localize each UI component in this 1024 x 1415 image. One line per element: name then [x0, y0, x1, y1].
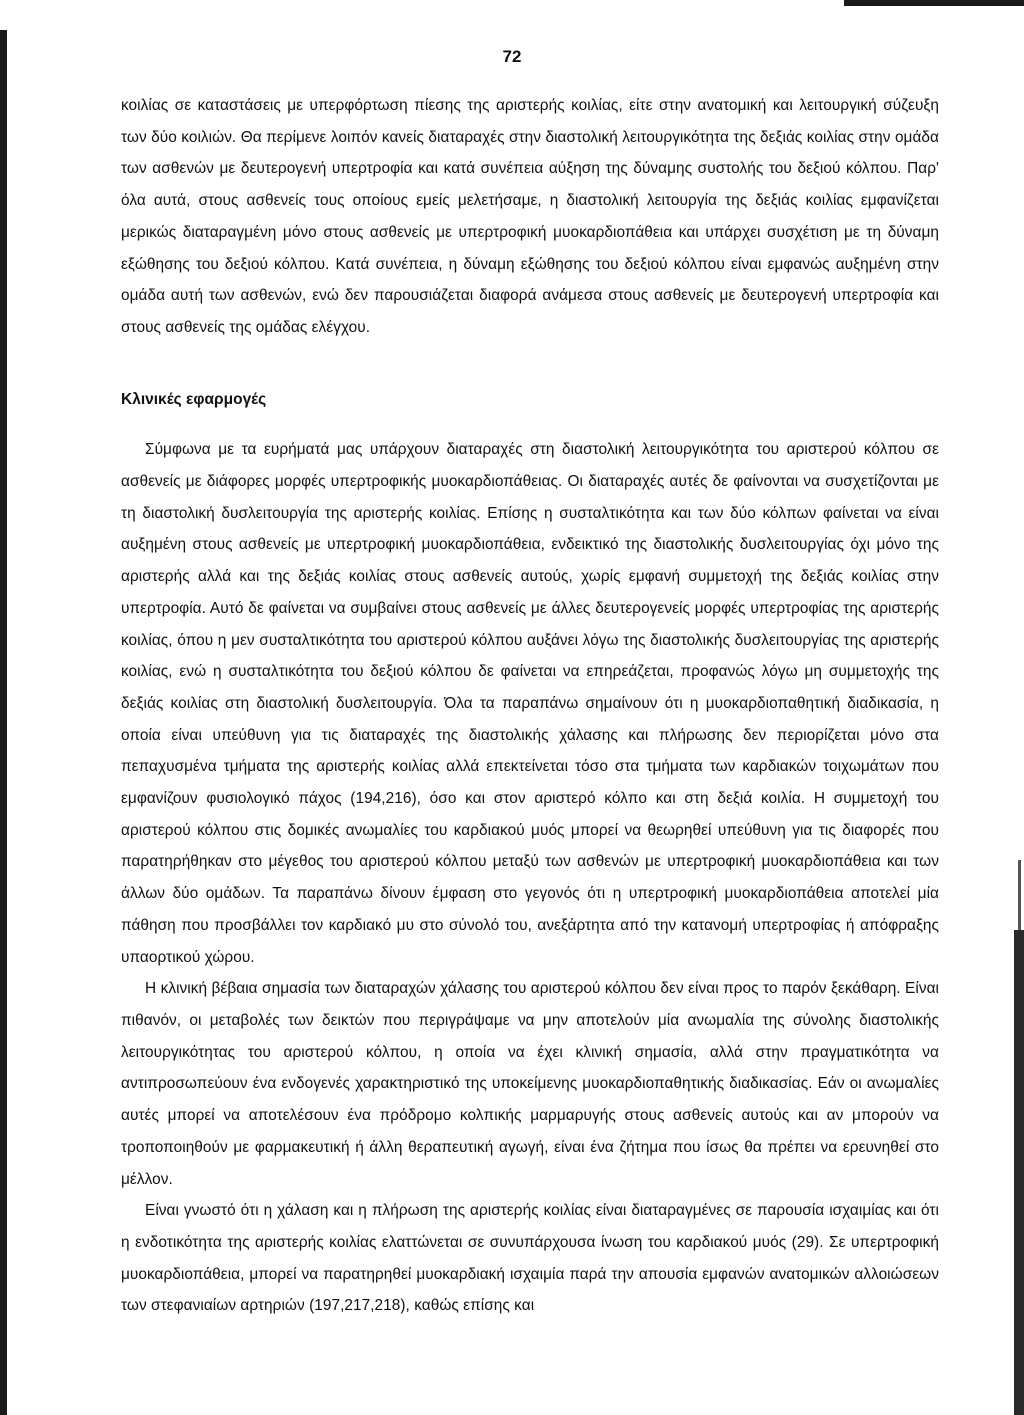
paragraph-2: Σύμφωνα με τα ευρήματά μας υπάρχουν διαταραχές στη διαστολική λειτουργικότητα του αριστερού κόλπου σε ασθενείς με διάφορες μορφές υπερτροφικής μυοκαρδιοπάθειας. Οι διαταραχές αυτές δε φαίνονται να συσχετίζονται με τη διαστολική δυσλειτουργία της αριστερής κοιλίας. Επίσης η συσταλτικότητα και των δύο κόλπων φαίνεται να είναι αυξημένη στους ασθενείς με υπερτροφική μυοκαρδιοπάθεια, ενδεικτικό της διαστολικής δυσλειτουργίας όχι μόνο της αριστερής αλλά και της δεξιάς κοιλίας στους ασθενείς αυτούς, χωρίς εμφανή συμμετοχή της δεξιάς κοιλίας στην υπερτροφία. Αυτό δε φαίνεται να συμβαίνει στους ασθενείς με άλλες δευτερογενείς μορφές υπερτροφίας της αριστερής κοιλίας, όπου η μεν συσταλτικότητα του αριστερού κόλπου αυξάνει λόγω της διαστολικής δυσλειτουργίας της αριστερής κοιλίας, ενώ η συσταλτικότητα του δεξιού κόλπου δε φαίνεται να επηρεάζεται, προφανώς λόγω μη συμμετοχής της δεξιάς κοιλίας στη διαστολική δυσλειτουργία. Όλα τα παραπάνω σημαίνουν ότι η μυοκαρδιοπαθητική διαδικασία, η οποία είναι υπεύθυνη για τις διαταραχές της διαστολικής χάλασης και πλήρωσης δεν περιορίζεται μόνο στα πεπαχυσμένα τμήματα της αριστερής κοιλίας αλλά επεκτείνεται τόσο στα τμήματα των καρδιακών τοιχωμάτων που εμφανίζουν φυσιολογικό πάχος (194,216), όσο και στον αριστερό κόλπο και στη δεξιά κοιλία. Η συμμετοχή του αριστερού κόλπου στις δομικές ανωμαλίες του καρδιακού μυός μπορεί να θεωρηθεί υπεύθυνη για τις διαφορές που παρατηρήθηκαν στο μέγεθος του αριστερού κόλπου μεταξύ των ασθενών με υπερτροφική μυοκαρδιοπάθεια και των άλλων δύο ομάδων. Τα παραπάνω δίνουν έμφαση στο γεγονός ότι η υπερτροφική μυοκαρδιοπάθεια αποτελεί μία πάθηση που προσβάλλει τον καρδιακό μυ στο σύνολό του, ανεξάρτητα από την κατανομή υπερτροφίας ή απόφραξης υπαορτικού χώρου. — [121, 441, 939, 966]
spacer — [121, 344, 939, 384]
scan-border-left — [0, 30, 7, 1415]
scan-border-right — [1014, 930, 1024, 1415]
spacer — [121, 415, 939, 434]
scan-border-top — [844, 0, 1024, 6]
scan-border-right-thin — [1018, 860, 1021, 930]
section-heading: Κλινικές εφαρμογές — [121, 390, 267, 408]
paragraph-1: κοιλίας σε καταστάσεις με υπερφόρτωση πίεσης της αριστερής κοιλίας, είτε στην ανατομική και λειτουργική σύζευξη των δύο κοιλιών. Θα περίμενε λοιπόν κανείς διαταραχές στην διαστολική λειτουργικότητα της δεξιάς κοιλίας στην ομάδα των ασθενών με δευτερογενή υπερτροφία και κατά συνέπεια αύξηση της δύναμης συστολής του δεξιού κόλπου. Παρ' όλα αυτά, στους ασθενείς τους οποίους εμείς μελετήσαμε, η διαστολική λειτουργία της δεξιάς κοιλίας εμφανίζεται μερικώς διαταραγμένη μόνο στους ασθενείς με υπερτροφική μυοκαρδιοπάθεια και υπάρχει συσχέτιση με τη δύναμη εξώθησης του δεξιού κόλπου. Κατά συνέπεια, η δύναμη εξώθησης του δεξιού κόλπου είναι εμφανώς αυξημένη στην ομάδα αυτή των ασθενών, ενώ δεν παρουσιάζεται διαφορά ανάμεσα στους ασθενείς με δευτερογενή υπερτροφία και στους ασθενείς της ομάδας ελέγχου. — [121, 97, 939, 336]
document-body — [121, 90, 939, 1322]
page-number: 72 — [502, 47, 522, 66]
paragraph-4: Είναι γνωστό ότι η χάλαση και η πλήρωση της αριστερής κοιλίας είναι διαταραγμένες σε παρουσία ισχαιμίας και ότι η ενδοτικότητα της αριστερής κοιλίας ελαττώνεται σε συνυπάρχουσα ίνωση του καρδιακού μυός (29). Σε υπερτροφική μυοκαρδιοπάθεια, μπορεί να παρατηρηθεί μυοκαρδιακή ισχαιμία παρά την απουσία εμφανών ανατομικών αλλοιώσεων των στεφανιαίων αρτηριών (197,217,218), καθώς επίσης και — [121, 1202, 939, 1315]
paragraph-3: Η κλινική βέβαια σημασία των διαταραχών χάλασης του αριστερού κόλπου δεν είναι προς το παρόν ξεκάθαρη. Είναι πιθανόν, οι μεταβολές των δεικτών που περιγράψαμε να μην αποτελούν μία ανωμαλία της σύνολης διαστολικής λειτουργικότητας του αριστερού κόλπου, η οποία να έχει κλινική σημασία, αλλά στην πραγματικότητα να αντιπροσωπεύουν ένα ενδογενές χαρακτηριστικό της υποκείμενης μυοκαρδιοπαθητικής διαδικασίας. Εάν οι ανωμαλίες αυτές μπορεί να αποτελέσουν ένα πρόδρομο κολπικής μαρμαρυγής στους ασθενείς αυτούς και αν μπορούν να τροποποιηθούν με φαρμακευτική ή άλλη θεραπευτική αγωγή, είναι ένα ζήτημα που ίσως θα πρέπει να ερευνηθεί στο μέλλον. — [121, 980, 939, 1188]
